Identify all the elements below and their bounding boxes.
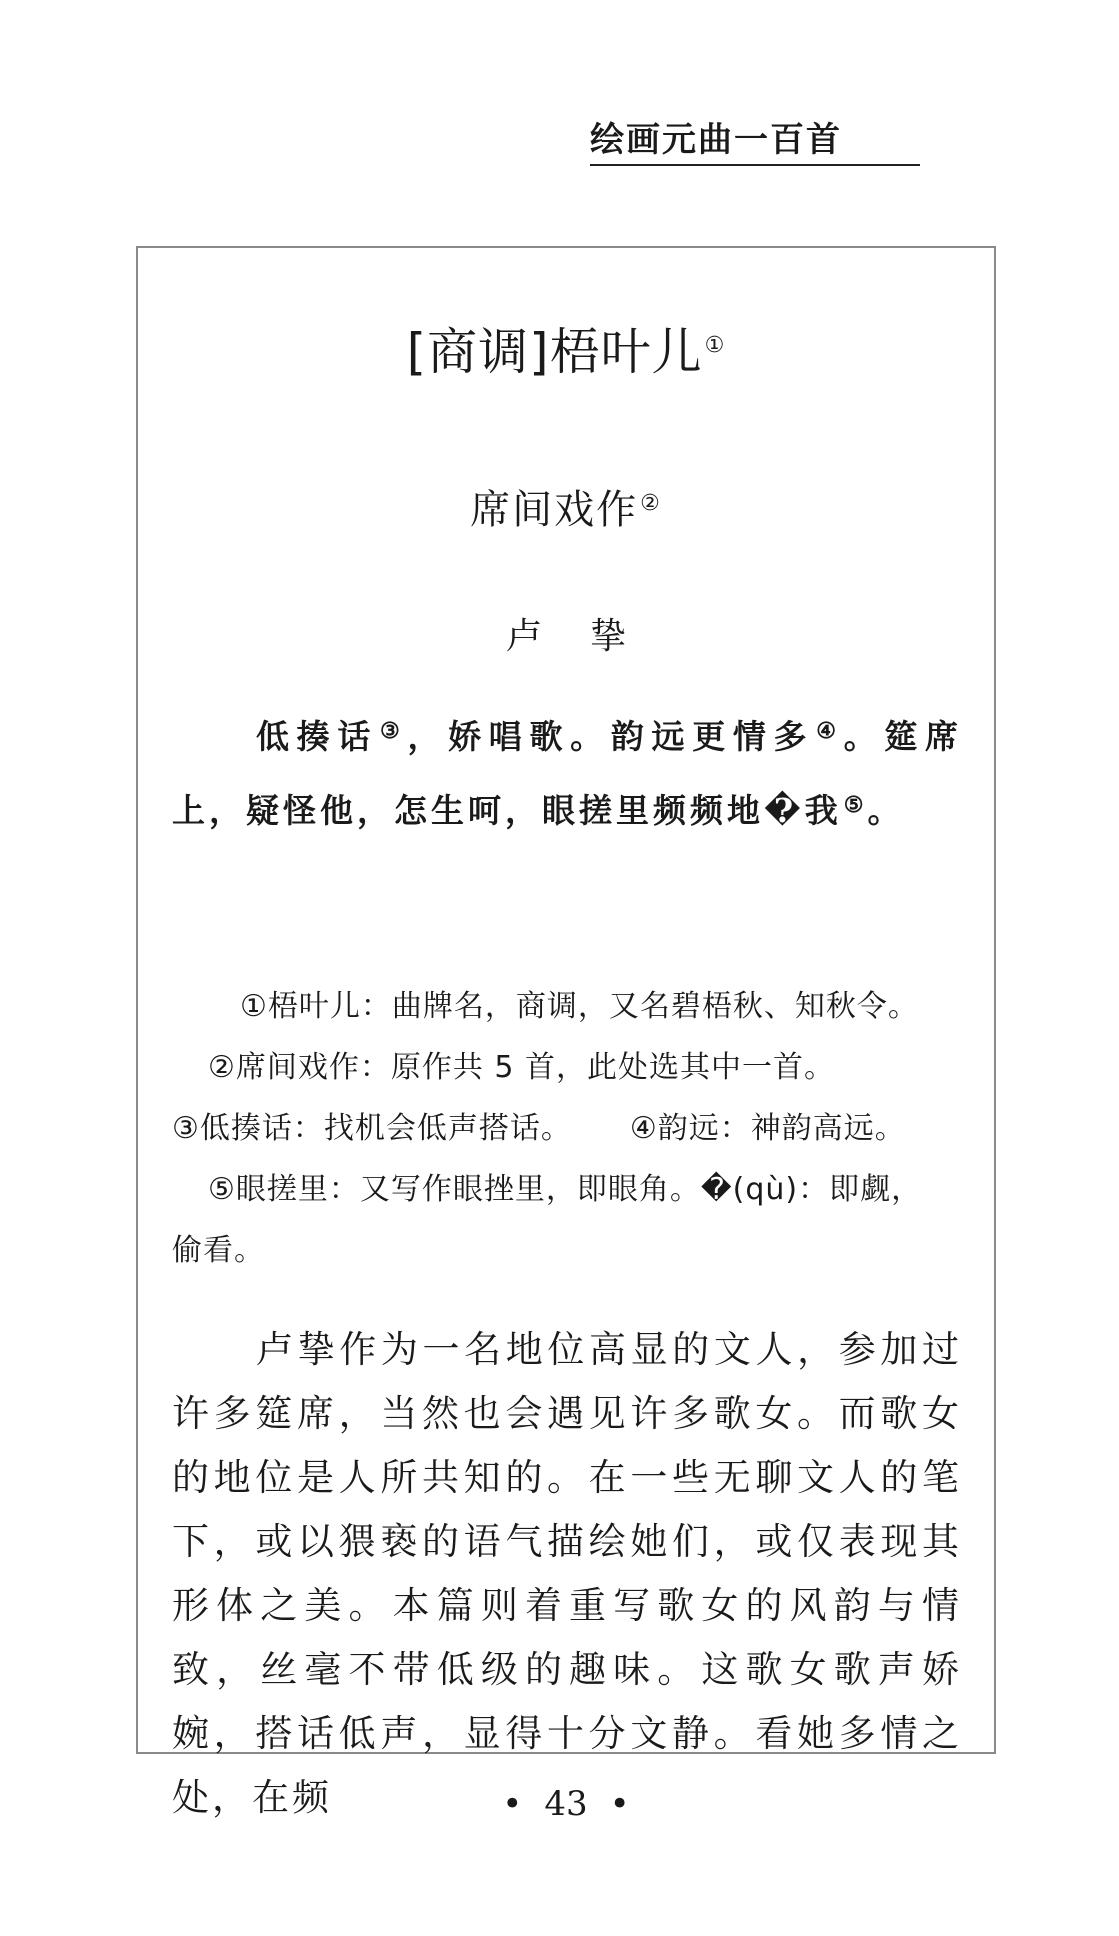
footnote-mark: ④ [816, 718, 844, 744]
footnote-mark: ③ [380, 718, 408, 744]
poem-segment: �我 [764, 791, 842, 830]
bullet-icon: • [502, 1784, 523, 1824]
author: 卢挚 [505, 616, 674, 657]
title [136, 320, 996, 384]
poem-segment: ，娇唱歌。韵远更情多 [407, 717, 815, 756]
footnote: ⑤眼搓里：又写作眼挫里，即眼角。�(qù)：即觑， [208, 1172, 923, 1207]
footnote: ④韵远：神韵高远。 [629, 1111, 906, 1146]
poem-segment: 。筵席上，疑怪他，怎生呵，眼搓里频频地 [172, 717, 963, 830]
poem-text [172, 700, 962, 848]
subtitle-text: 席间戏作 [470, 487, 639, 533]
commentary-paragraph: 卢挚作为一名地位高显的文人，参加过许多筵席，当然也会遇见许多歌女。而歌女的地位是人所共知的。在一些无聊文人的笔下，或以猥亵的语气描绘她们，或仅表现其形体之美。本篇则着重写歌女的风韵与情致，丝毫不带低级的趣味。这歌女歌声娇婉，搭话低声，显得十分文静。看她多情之处，在频 [172, 1328, 962, 1819]
page-number [136, 1782, 996, 1826]
running-header: 绘画元曲一百首 [590, 120, 920, 166]
footnote-mark: ⑤ [843, 792, 868, 818]
commentary [172, 1318, 962, 1830]
bullet-icon: • [609, 1784, 630, 1824]
footnote-mark: ① [704, 333, 726, 358]
footnotes [172, 976, 972, 1281]
poem-paragraph [172, 700, 962, 848]
footnote: ③低揍话：找机会低声搭话。 [172, 1111, 572, 1146]
subtitle [136, 482, 996, 538]
poem-segment: 低揍话 [256, 717, 379, 756]
footnote-row [172, 1098, 972, 1159]
footnote-continuation: 偷看。 [172, 1233, 265, 1268]
footnote: ②席间戏作：原作共 5 首，此处选其中一首。 [208, 1050, 836, 1085]
page-number-value: 43 [544, 1784, 588, 1824]
poem-segment: 。 [867, 791, 905, 830]
footnote-mark: ② [640, 491, 662, 516]
title-text: [商调]梧叶儿 [406, 323, 703, 381]
footnote: ①梧叶儿：曲牌名，商调，又名碧梧秋、知秋令。 [240, 989, 919, 1024]
